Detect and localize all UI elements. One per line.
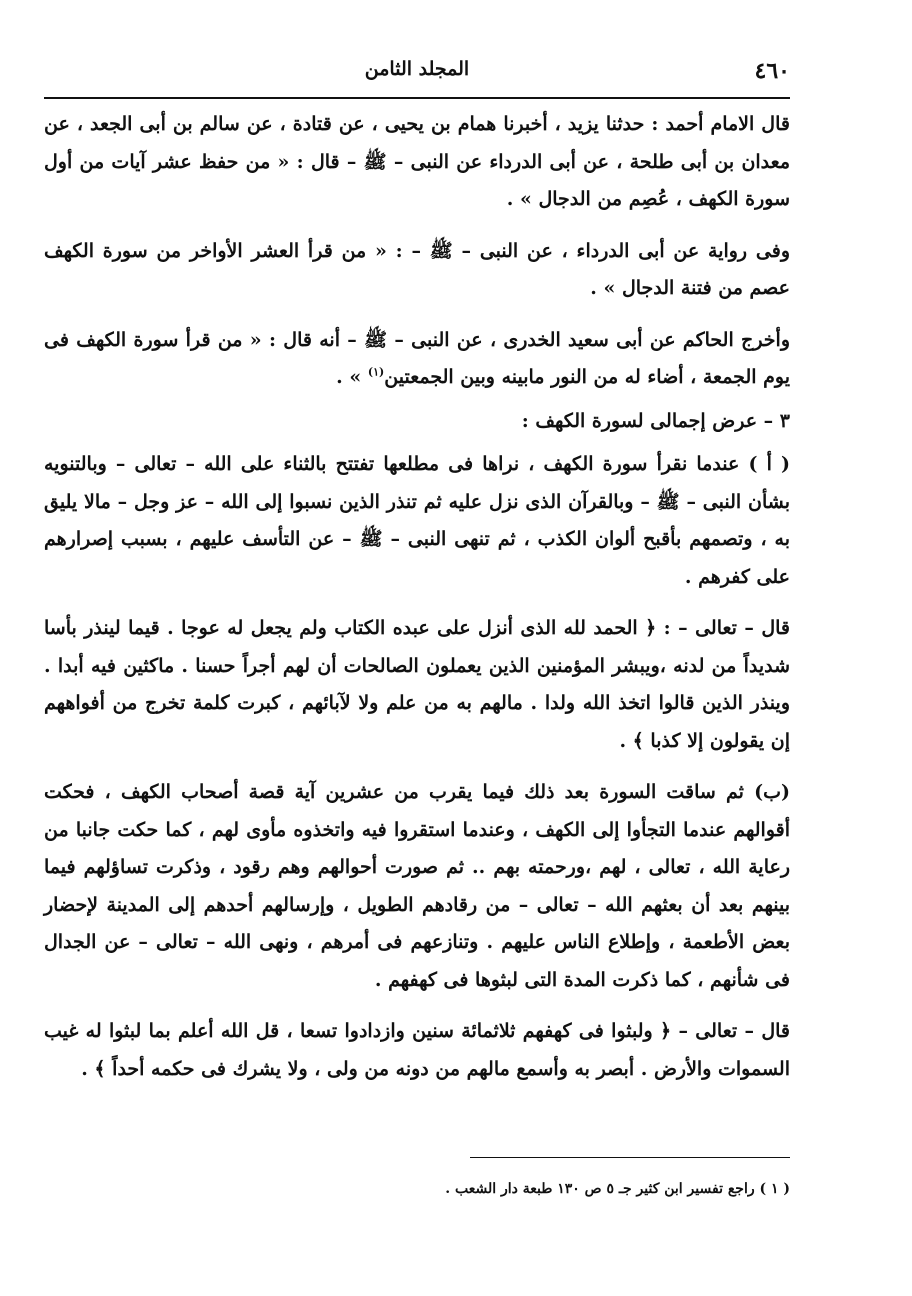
section-paragraph-b: (ب) ثم ساقت السورة بعد ذلك فيما يقرب من عشرين آية قصة أصحاب الكهف ، فحكت أقوالهم عندما التجأوا إلى الكهف ، وعندما استقروا فيه واتخذوه مأوى لهم ، كما حكت جانبا من رعاية الله ، تعالى ، لهم ،ورحمته بهم .. ثم صورت أحوالهم وهم رقود ، وذكرت تساؤلهم فيما بينهم بعد أن بعثهم الله – تعالى – من رقادهم الطويل ، وإرسالهم أحدهم إلى المدينة لإحضار بعض الأطعمة ، وإطلاع الناس عليهم . وتنازعهم فى أمرهم ، ونهى الله – تعالى – عن الجدال فى شأنهم ، كما ذكرت المدة التى لبثوها فى كهفهم . <box>44 781 791 991</box>
section-heading: ٣ – عرض إجمالى لسورة الكهف : <box>521 409 790 432</box>
main-text <box>44 106 790 1102</box>
hadith-paragraph-2: وفى رواية عن أبى الدرداء ، عن النبى – ﷺ – : « من قرأ العشر الأواخر من سورة الكهف عصم من فتنة الدجال » . <box>44 239 790 299</box>
header-rule <box>44 97 790 99</box>
hadith-paragraph-3-end: » . <box>336 366 368 388</box>
quran-quote-2: قال – تعالى – ﴿ ولبثوا فى كهفهم ثلاثمائة سنين وازدادوا تسعا ، قل الله أعلم بما لبثوا له غيب السموات والأرض . أبصر به وأسمع مالهم من دونه من ولى ، ولا يشرك فى حكمه أحداً ﴾ . <box>44 1020 790 1080</box>
quran-quote-1: قال – تعالى – : ﴿ الحمد لله الذى أنزل على عبده الكتاب ولم يجعل له عوجا . قيما لينذر بأسا شديداً من لدنه ،ويبشر المؤمنين الذين يعملون الصالحات أن لهم أجراً حسنا . ماكثين فيه أبدا . وينذر الذين قالوا اتخذ الله ولدا . مالهم به من علم ولا لآبائهم ، كبرت كلمة تخرج من أفواههم إن يقولون إلا كذبا ﴾ . <box>44 617 790 752</box>
hadith-paragraph-3 <box>44 322 790 397</box>
page-number: ٤٦٠ <box>754 58 790 84</box>
hadith-paragraph-3-text: وأخرج الحاكم عن أبى سعيد الخدرى ، عن النبى – ﷺ – أنه قال : « من قرأ سورة الكهف فى يوم الجمعة ، أضاء له من النور مابينه وبين الجمعتين <box>44 328 790 388</box>
footnote-rule <box>470 1157 790 1158</box>
footnote: ( ١ ) راجع تفسير ابن كثير جـ ٥ ص ١٣٠ طبعة دار الشعب . <box>445 1181 790 1197</box>
running-title: المجلد الثامن <box>364 58 470 80</box>
hadith-paragraph-1: قال الامام أحمد : حدثنا يزيد ، أخبرنا همام بن يحيى ، عن قتادة ، عن سالم بن أبى الجعد ، عن معدان بن أبى طلحة ، عن أبى الدرداء عن النبى – ﷺ – قال : « من حفظ عشر آيات من أول سورة الكهف ، عُصِم من الدجال » . <box>44 113 790 210</box>
footnote-reference: (١) <box>367 365 385 379</box>
page-header <box>44 58 790 90</box>
section-paragraph-a: ( أ ) عندما نقرأ سورة الكهف ، نراها فى مطلعها تفتتح بالثناء على الله – تعالى – وبالتنويه بشأن النبى – ﷺ – وبالقرآن الذى نزل عليه ثم تنذر الذين نسبوا إلى الله – عز وجل – مالا يليق به ، وتصمهم بأقبح ألوان الكذب ، ثم تنهى النبى – ﷺ – عن التأسف عليهم ، بسبب إصرارهم على كفرهم . <box>44 453 790 588</box>
